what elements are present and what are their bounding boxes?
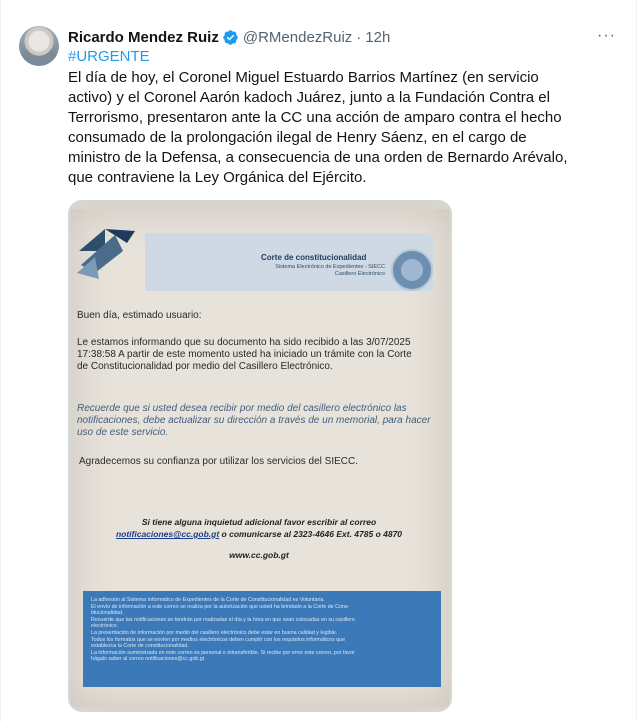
hashtag-link[interactable]: #URGENTE bbox=[68, 48, 150, 65]
court-seal-icon bbox=[391, 249, 433, 291]
timestamp[interactable]: 12h bbox=[365, 28, 391, 46]
verified-badge-icon bbox=[222, 29, 239, 46]
document-title: Corte de constitucionalidad bbox=[261, 253, 367, 262]
document-footer bbox=[83, 591, 441, 687]
document-page bbox=[71, 209, 449, 707]
tweet-image[interactable] bbox=[68, 200, 452, 712]
contact-line1: Si tiene alguna inquietud adicional favor escribir al correo bbox=[141, 517, 377, 527]
document-banner bbox=[145, 233, 433, 291]
author-handle[interactable]: @RMendezRuiz bbox=[242, 28, 353, 46]
contact-info bbox=[87, 516, 431, 540]
contact-line2: o comunicarse al 2323-4646 Ext. 4785 o 4870 bbox=[219, 529, 403, 539]
tweet-text: El día de hoy, el Coronel Miguel Estuardo Barrios Martínez (en servicio activo) y el Coronel Aarón kadoch Juárez, junto a la Fundación Contra el Terrorismo, presentaron ante la CC una acción de amparo contra el hecho consumado de la prolongación ilegal de Henry Sáenz, en el cargo de ministro de la Defensa, a consecuencia de una orden de Bernardo Arévalo, que contraviene la Ley Orgánica del Ejército. bbox=[68, 69, 568, 186]
document-header bbox=[75, 221, 441, 293]
paragraph-received: Le estamos informando que su documento ha sido recibido a las 3/07/2025 17:38:58 A partir de este momento usted ha iniciado un trámite con la Corte de Constitucionalidad por medio del Casillero Electrónico. bbox=[77, 337, 412, 372]
document-subtitle: Sistema Electrónico de Expedientes - SIECC Casillero Electrónico bbox=[275, 264, 385, 277]
website: www.cc.gob.gt bbox=[229, 550, 289, 560]
more-options-icon[interactable]: ··· bbox=[597, 27, 616, 44]
contact-email: notificaciones@cc.gob.gt bbox=[115, 529, 220, 539]
footer-text: La adhesión al Sistema Informático de Expedientes de la Corte de Constitucionalidad es Voluntaria. El envío de información a este correo se realiza por la autorización que usted ha brindado a la Corte de Cons- titucionalidad. Recuerde que las notificaciones se tendrán por realizadas el día y la hora en que sean colocadas en su casillero electrónico. La presentación de información por medio del casillero electrónico debe estar en buena calidad y legible. Todos los formatos que se envíen por medios electrónicos deben cumplir con los requisitos informáticos que establezca la Corte de constitucionalidad. La información suministrada en este correo es personal e intransferible. Si recibe por error este correo, por favor hágalo saber al correo notificaciones@cc.gob.gt bbox=[91, 597, 355, 663]
paragraph-reminder: Recuerde que si usted desea recibir por medio del casillero electrónico las notificaciones, debe actualizar su dirección a través de un memorial, para hacer uso de este servicio. bbox=[77, 403, 431, 438]
tweet-header bbox=[68, 27, 616, 47]
author-name[interactable]: Ricardo Mendez Ruiz bbox=[68, 28, 219, 46]
separator-dot: · bbox=[356, 28, 362, 46]
avatar[interactable] bbox=[19, 26, 59, 66]
greeting: Buen día, estimado usuario: bbox=[77, 310, 202, 321]
paragraph-thanks: Agradecemos su confianza por utilizar los servicios del SIECC. bbox=[79, 456, 359, 467]
